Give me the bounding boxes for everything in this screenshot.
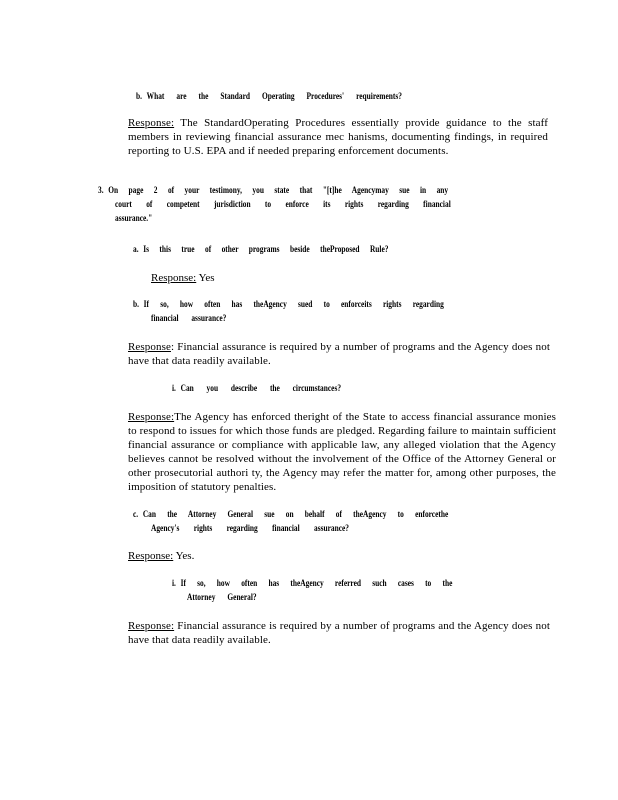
response-label: Response: (128, 117, 175, 129)
response-text: : Financial assurance is required by a number of programs and the Agency does not have that data readily available. (128, 341, 550, 367)
response-3c-i (128, 619, 550, 647)
list-marker: a. (133, 245, 139, 255)
response-label: Response (128, 341, 171, 353)
question-text-line3: assurance." (115, 214, 153, 224)
question-3-line2 (115, 200, 451, 211)
question-b-standard-operating-procedures (136, 92, 402, 103)
response-label: Response: (151, 272, 197, 284)
list-marker: c. (133, 510, 139, 520)
list-marker: i. (172, 579, 176, 589)
question-text-line2: financial assurance? (151, 314, 227, 324)
question-3b-line2 (151, 314, 226, 325)
list-marker: i. (172, 384, 176, 394)
response-text: Yes. (175, 550, 195, 562)
question-text: What are the Standard Operating Procedures' requirements? (146, 92, 402, 102)
question-text-line2: Attorney General? (187, 593, 257, 603)
question-3a-other-programs (133, 245, 388, 256)
question-3-line3 (115, 214, 152, 225)
question-3c-line2 (151, 524, 349, 535)
question-text: Can you describe the circumstances? (180, 384, 342, 394)
response-label: Response: (128, 550, 174, 562)
response-3b (128, 340, 550, 368)
question-3c-i-referred-cases (172, 579, 452, 590)
response-text: The Agency has enforced theright of the State to access financial assurance monies to respond to issues for which those funds are pledged. Regarding failure to maintain sufficient financial assurance or compliance with applicable law, any alleged violation that the Agency believes cannot be resolved without the involvement of the Office of the Attorney General or other prosecutorial authori ty, the Agency may refer the matter for, among other purposes, the imposition of statutory penalties. (128, 411, 556, 493)
response-label: Response: (128, 411, 175, 423)
response-3c (128, 549, 194, 563)
response-text: The StandardOperating Procedures essentially provide guidance to the staff members in reviewing financial assurance mec hanisms, documenting findings, in required reporting to U.S. EPA and if needed preparing enforcement documents. (128, 117, 548, 157)
list-marker: b. (133, 300, 139, 310)
question-3c-attorney-general (133, 510, 448, 521)
list-marker: 3. (98, 186, 104, 196)
list-marker: b. (136, 92, 142, 102)
question-text-line2: Agency's rights regarding financial assurance? (151, 524, 349, 534)
response-b-standard-operating-procedures (128, 116, 548, 158)
response-text: Financial assurance is required by a number of programs and the Agency does not have that data readily available. (128, 620, 550, 646)
question-text: Is this true of other programs beside theProposed Rule? (143, 245, 389, 255)
question-text-line2: court of competent jurisdiction to enforce its rights regarding financial (115, 200, 451, 210)
question-text-line1: Can the Attorney General sue on behalf of theAgency to enforcethe (142, 510, 449, 520)
response-label: Response: (128, 620, 175, 632)
question-3-agency-may-sue (98, 186, 448, 197)
question-text-line1: On page 2 of your testimony, you state that "[t]he Agencymay sue in any (108, 186, 449, 196)
question-3b-how-often-sued (133, 300, 444, 311)
response-3b-i (128, 410, 556, 494)
question-3b-i-circumstances (172, 384, 341, 395)
question-text-line1: If so, how often has theAgency sued to enforceits rights regarding (143, 300, 444, 310)
response-text: Yes (198, 272, 215, 284)
question-3c-i-line2 (187, 593, 257, 604)
response-3a (151, 271, 215, 285)
question-text-line1: If so, how often has theAgency referred such cases to the (180, 579, 453, 589)
